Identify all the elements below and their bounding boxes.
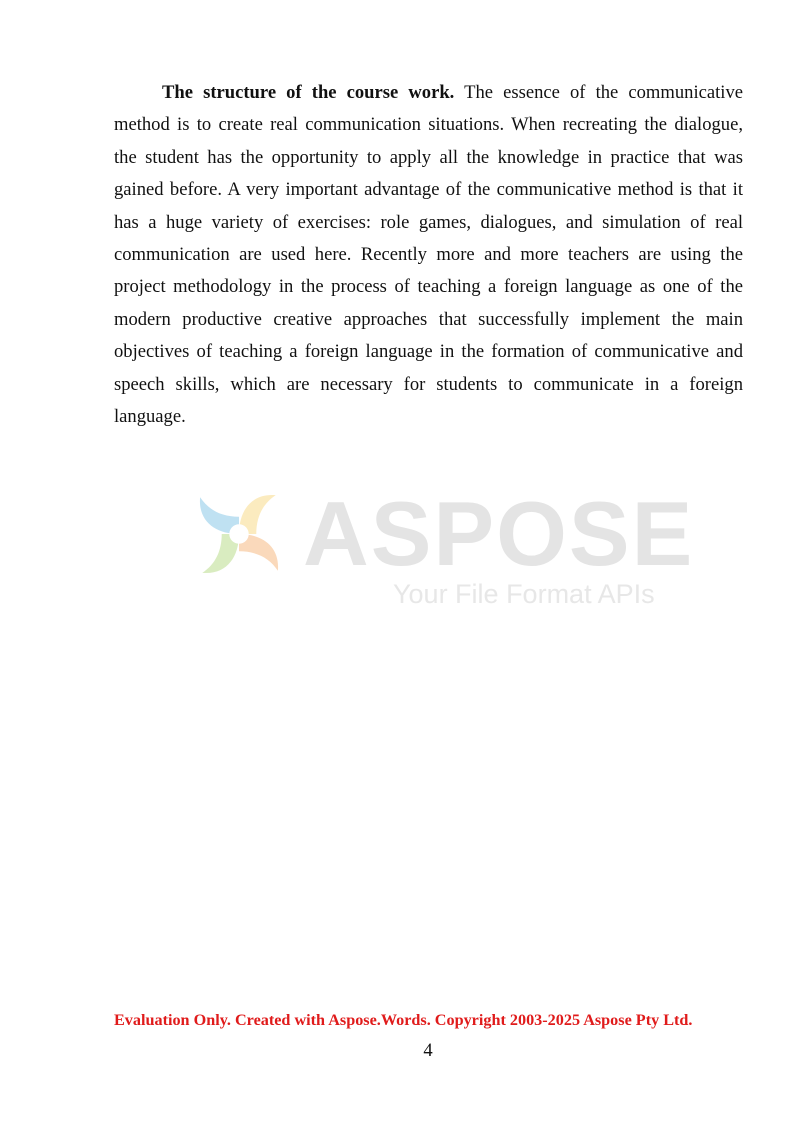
page-number: 4 <box>423 1040 433 1061</box>
evaluation-notice: Evaluation Only. Created with Aspose.Words. Copyright 2003-2025 Aspose Pty Ltd. <box>114 1011 693 1029</box>
body-paragraph <box>114 77 743 433</box>
watermark-title: ASPOSE <box>303 484 695 585</box>
aspose-watermark <box>185 475 695 620</box>
paragraph-text: The essence of the communicative method is to create real communication situations. When recreating the dialogue, the student has the opportunity to apply all the knowledge in practice that was gained before. A very important advantage of the communicative method is that it has a huge variety of exercises: role games, dialogues, and simulation of real communication are used here. Recently more and more teachers are using the project methodology in the process of teaching a foreign language as one of the modern productive creative approaches that successfully implement the main objectives of teaching a foreign language in the formation of communicative and speech skills, which are necessary for students to communicate in a foreign language. <box>114 82 744 428</box>
section-heading: The structure of the course work. <box>162 82 455 103</box>
aspose-swirl-logo-icon <box>185 480 293 588</box>
watermark-tagline: Your File Format APIs <box>393 579 655 609</box>
